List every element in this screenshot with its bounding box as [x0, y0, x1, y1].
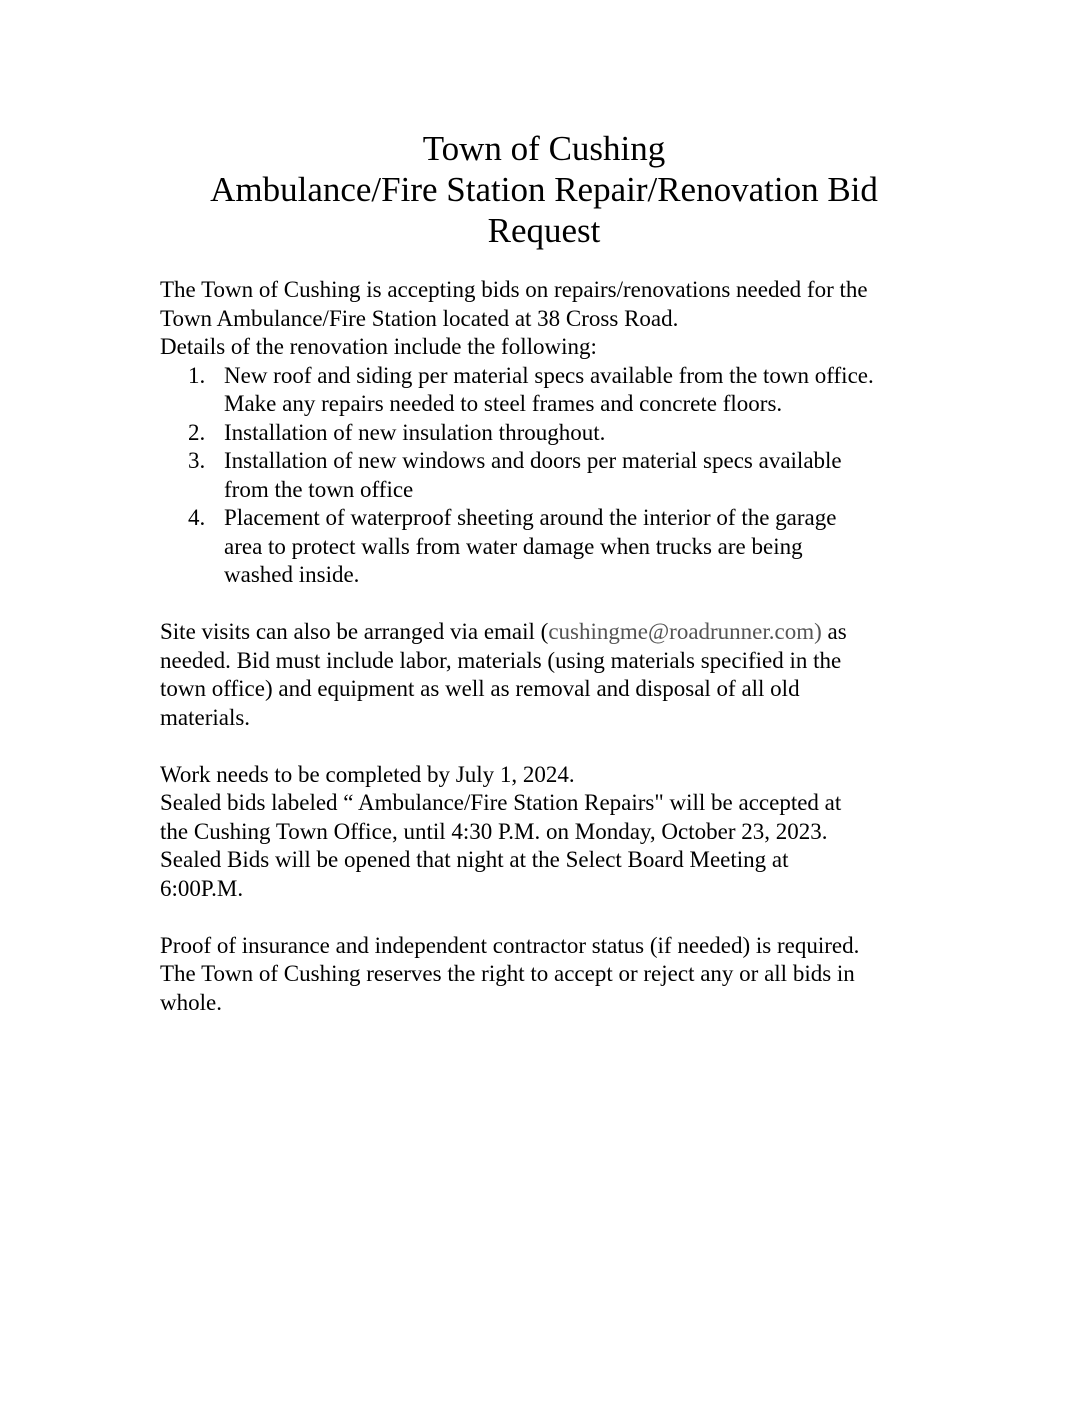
deadline-line: the Cushing Town Office, until 4:30 P.M. on Monday, October 23, 2023. [160, 818, 828, 844]
renovation-details-list [160, 362, 960, 590]
site-visit-text: Site visits can also be arranged via email ( [160, 619, 549, 644]
list-item-line: New roof and siding per material specs available from the town office. [224, 362, 874, 388]
list-item-line: washed inside. [224, 562, 360, 587]
site-visit-line: town office) and equipment as well as removal and disposal of all old [160, 676, 800, 701]
closing-line: The Town of Cushing reserves the right to accept or reject any or all bids in [160, 961, 855, 986]
list-item [188, 504, 960, 590]
closing-line: Proof of insurance and independent contractor status (if needed) is required. [160, 932, 860, 958]
site-visit-line: needed. Bid must include labor, materials (using materials specified in the [160, 647, 842, 673]
deadline-line: Sealed bids labeled “ Ambulance/Fire Station Repairs" will be accepted at [160, 790, 842, 815]
list-number: 1. [188, 362, 206, 388]
list-item-line: from the town office [224, 476, 414, 502]
email-link[interactable]: cushingme@roadrunner.com) [548, 619, 822, 644]
list-item-line: Make any repairs needed to steel frames and concrete floors. [224, 391, 783, 416]
title-line: Town of Cushing [422, 129, 666, 168]
site-visit-text: as [821, 619, 847, 644]
list-number: 2. [188, 419, 206, 445]
title-line: Request [487, 211, 601, 250]
deadline-line: Sealed Bids will be opened that night at the Select Board Meeting at [160, 847, 789, 872]
list-item-line: area to protect walls from water damage when trucks are being [224, 533, 803, 559]
list-item-line: Placement of waterproof sheeting around the interior of the garage [224, 505, 837, 530]
site-visit-line [160, 618, 960, 647]
deadline-line: 6:00P.M. [160, 875, 244, 901]
list-item [188, 419, 960, 448]
paragraph-gap [160, 590, 960, 619]
list-number: 4. [188, 505, 206, 530]
list-item-line: Installation of new insulation throughout. [224, 419, 606, 445]
list-item [188, 362, 960, 419]
list-item-line: Installation of new windows and doors per material specs available [224, 448, 842, 473]
paragraph-gap [160, 903, 960, 932]
site-visit-line: materials. [160, 704, 251, 730]
list-item [188, 447, 960, 504]
list-number: 3. [188, 448, 206, 473]
intro-line: Details of the renovation include the following: [160, 334, 597, 359]
intro-line: The Town of Cushing is accepting bids on repairs/renovations needed for the [160, 277, 868, 302]
document-body [160, 276, 960, 1017]
deadline-line: Work needs to be completed by July 1, 2024. [160, 761, 575, 787]
document-title [150, 128, 938, 251]
intro-line: Town Ambulance/Fire Station located at 38 Cross Road. [160, 305, 679, 331]
closing-line: whole. [160, 989, 222, 1015]
title-line: Ambulance/Fire Station Repair/Renovation Bid [210, 170, 878, 209]
paragraph-gap [160, 732, 960, 761]
